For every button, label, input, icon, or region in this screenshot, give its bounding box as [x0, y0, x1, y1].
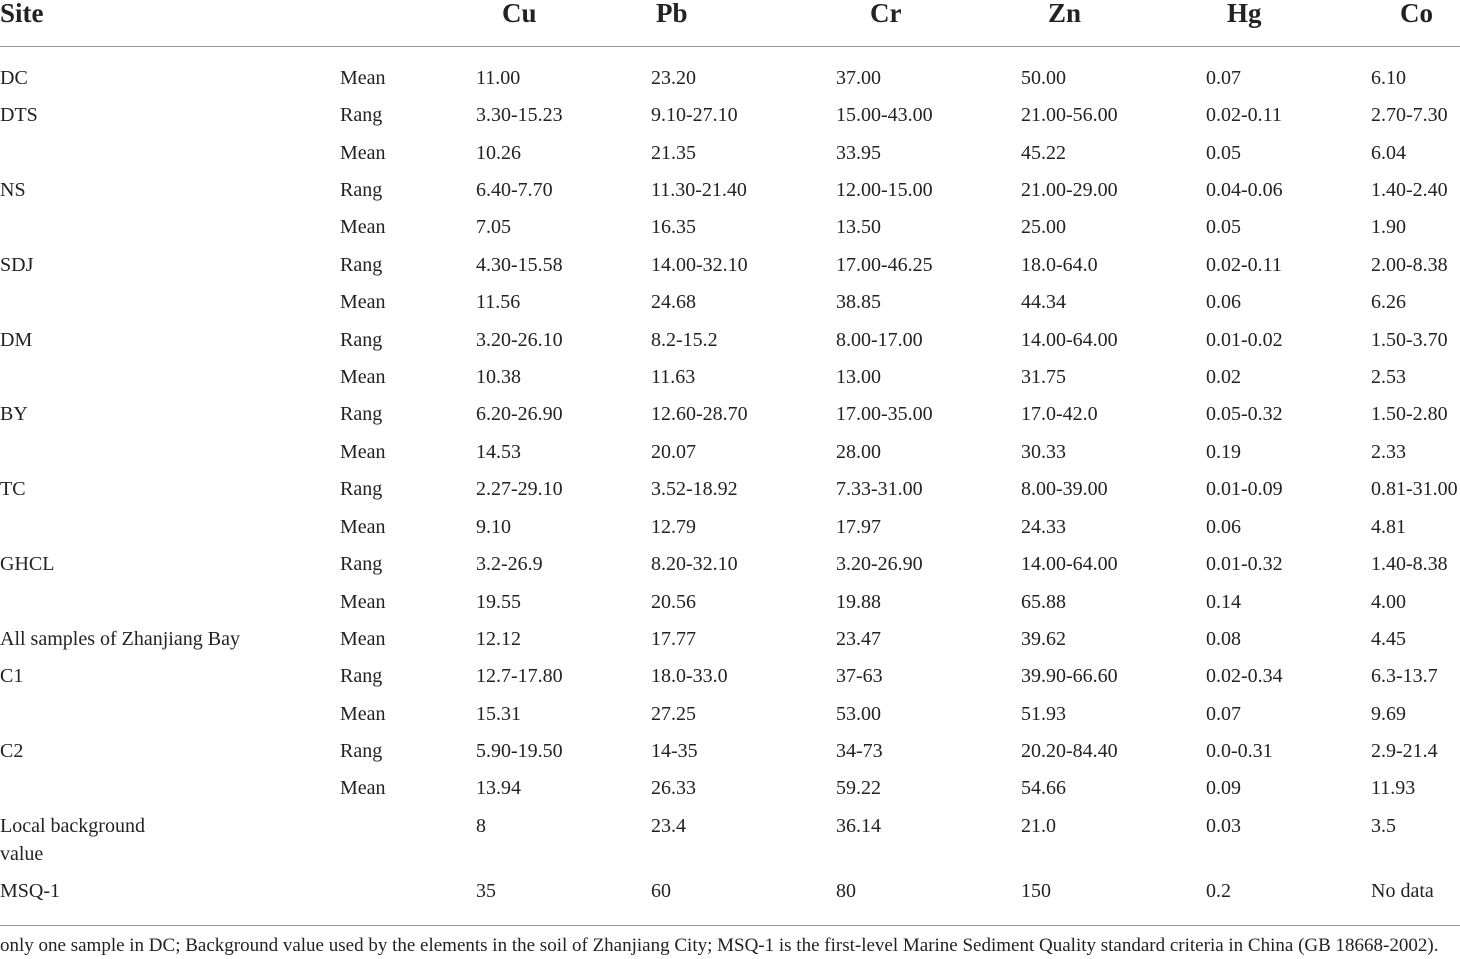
cell-hg: 0.01-0.02	[1206, 329, 1283, 351]
cell-cr: 37.00	[836, 67, 881, 89]
cell-co: 0.81-31.00	[1371, 478, 1458, 500]
cell-stat: Rang	[340, 740, 383, 762]
cell-pb: 14-35	[651, 740, 698, 762]
table-row	[0, 64, 1460, 101]
cell-site: DC	[0, 67, 28, 89]
cell-pb: 20.56	[651, 591, 696, 613]
cell-stat: Mean	[340, 703, 386, 725]
cell-hg: 0.06	[1206, 291, 1241, 313]
cell-co: 2.9-21.4	[1371, 740, 1438, 762]
cell-pb: 24.68	[651, 291, 696, 313]
table-row	[0, 363, 1460, 400]
cell-cu: 3.2-26.9	[476, 553, 543, 575]
cell-site: GHCL	[0, 553, 55, 575]
cell-pb: 27.25	[651, 703, 696, 725]
cell-co: No data	[1371, 880, 1434, 902]
cell-stat: Mean	[340, 366, 386, 388]
cell-co: 6.3-13.7	[1371, 665, 1438, 687]
cell-site: NS	[0, 179, 26, 201]
cell-zn: 30.33	[1021, 441, 1066, 463]
header-co: Co	[1400, 0, 1433, 28]
cell-cu: 12.12	[476, 628, 521, 650]
cell-co: 4.00	[1371, 591, 1406, 613]
cell-hg: 0.05	[1206, 216, 1241, 238]
cell-cr: 37-63	[836, 665, 883, 687]
table-row	[0, 400, 1460, 437]
cell-pb: 23.20	[651, 67, 696, 89]
cell-cu: 12.7-17.80	[476, 665, 563, 687]
cell-cr: 53.00	[836, 703, 881, 725]
header-cu: Cu	[502, 0, 537, 28]
cell-hg: 0.08	[1206, 628, 1241, 650]
cell-stat: Rang	[340, 665, 383, 687]
cell-hg: 0.07	[1206, 703, 1241, 725]
cell-zn: 21.0	[1021, 815, 1056, 837]
cell-cu: 5.90-19.50	[476, 740, 563, 762]
cell-cr: 13.00	[836, 366, 881, 388]
header-pb: Pb	[656, 0, 688, 28]
table-row	[0, 513, 1460, 550]
table-row	[0, 662, 1460, 699]
cell-site: All samples of Zhanjiang Bay	[0, 628, 240, 650]
cell-cr: 38.85	[836, 291, 881, 313]
cell-site: C1	[0, 665, 24, 687]
cell-hg: 0.01-0.32	[1206, 553, 1283, 575]
cell-cu: 8	[476, 815, 486, 837]
table-footnote: only one sample in DC; Background value used by the elements in the soil of Zhanjiang City; MSQ-1 is the first-level Marine Sediment Quality standard criteria in China (GB 18668-2002).	[0, 935, 1439, 956]
cell-stat: Mean	[340, 516, 386, 538]
cell-zn: 31.75	[1021, 366, 1066, 388]
cell-pb: 16.35	[651, 216, 696, 238]
cell-co: 9.69	[1371, 703, 1406, 725]
cell-cr: 28.00	[836, 441, 881, 463]
cell-pb: 17.77	[651, 628, 696, 650]
cell-pb: 8.2-15.2	[651, 329, 718, 351]
cell-co: 2.00-8.38	[1371, 254, 1448, 276]
cell-site: SDJ	[0, 254, 34, 276]
cell-hg: 0.2	[1206, 880, 1231, 902]
cell-co: 1.50-3.70	[1371, 329, 1448, 351]
cell-zn: 18.0-64.0	[1021, 254, 1098, 276]
header-hg: Hg	[1227, 0, 1262, 28]
cell-zn: 20.20-84.40	[1021, 740, 1118, 762]
cell-cu: 7.05	[476, 216, 511, 238]
cell-co: 2.53	[1371, 366, 1406, 388]
cell-stat: Rang	[340, 254, 383, 276]
cell-pb: 11.63	[651, 366, 696, 388]
table-row	[0, 700, 1460, 737]
cell-stat: Mean	[340, 67, 386, 89]
cell-zn: 54.66	[1021, 777, 1066, 799]
cell-cr: 8.00-17.00	[836, 329, 923, 351]
cell-cr: 7.33-31.00	[836, 478, 923, 500]
cell-zn: 51.93	[1021, 703, 1066, 725]
cell-cu: 11.56	[476, 291, 521, 313]
cell-cr: 59.22	[836, 777, 881, 799]
cell-cu: 13.94	[476, 777, 521, 799]
table-row	[0, 475, 1460, 512]
cell-zn: 21.00-29.00	[1021, 179, 1118, 201]
cell-cu: 19.55	[476, 591, 521, 613]
cell-hg: 0.06	[1206, 516, 1241, 538]
cell-co: 1.40-2.40	[1371, 179, 1448, 201]
cell-hg: 0.03	[1206, 815, 1241, 837]
cell-zn: 8.00-39.00	[1021, 478, 1108, 500]
cell-stat: Mean	[340, 777, 386, 799]
cell-zn: 65.88	[1021, 591, 1066, 613]
cell-stat: Rang	[340, 329, 383, 351]
cell-cu: 3.20-26.10	[476, 329, 563, 351]
cell-hg: 0.0-0.31	[1206, 740, 1273, 762]
cell-co: 2.70-7.30	[1371, 104, 1448, 126]
cell-pb: 21.35	[651, 142, 696, 164]
table-row	[0, 625, 1460, 662]
cell-zn: 50.00	[1021, 67, 1066, 89]
cell-co: 6.10	[1371, 67, 1406, 89]
cell-co: 6.04	[1371, 142, 1406, 164]
table-row	[0, 176, 1460, 213]
table-row	[0, 326, 1460, 363]
cell-pb: 8.20-32.10	[651, 553, 738, 575]
cell-stat: Mean	[340, 591, 386, 613]
cell-zn: 44.34	[1021, 291, 1066, 313]
cell-co: 1.50-2.80	[1371, 403, 1448, 425]
cell-co: 4.45	[1371, 628, 1406, 650]
cell-hg: 0.05	[1206, 142, 1241, 164]
table-row	[0, 737, 1460, 774]
cell-cu: 15.31	[476, 703, 521, 725]
cell-cu: 9.10	[476, 516, 511, 538]
cell-co: 3.5	[1371, 815, 1396, 837]
cell-hg: 0.04-0.06	[1206, 179, 1283, 201]
table-row	[0, 812, 1460, 865]
cell-cr: 13.50	[836, 216, 881, 238]
cell-pb: 14.00-32.10	[651, 254, 748, 276]
cell-cu: 2.27-29.10	[476, 478, 563, 500]
cell-stat: Rang	[340, 104, 383, 126]
cell-cu: 6.40-7.70	[476, 179, 553, 201]
cell-cr: 3.20-26.90	[836, 553, 923, 575]
cell-co: 1.90	[1371, 216, 1406, 238]
cell-pb: 23.4	[651, 815, 686, 837]
cell-co: 6.26	[1371, 291, 1406, 313]
cell-zn: 14.00-64.00	[1021, 329, 1118, 351]
cell-zn: 17.0-42.0	[1021, 403, 1098, 425]
cell-pb: 12.60-28.70	[651, 403, 748, 425]
cell-cu: 11.00	[476, 67, 521, 89]
cell-site: Local background value	[0, 815, 145, 865]
cell-cr: 36.14	[836, 815, 881, 837]
cell-hg: 0.02	[1206, 366, 1241, 388]
cell-pb: 26.33	[651, 777, 696, 799]
cell-cu: 4.30-15.58	[476, 254, 563, 276]
cell-zn: 21.00-56.00	[1021, 104, 1118, 126]
cell-cr: 33.95	[836, 142, 881, 164]
cell-stat: Mean	[340, 441, 386, 463]
cell-cu: 3.30-15.23	[476, 104, 563, 126]
cell-site: C2	[0, 740, 24, 762]
cell-stat: Mean	[340, 628, 386, 650]
cell-zn: 25.00	[1021, 216, 1066, 238]
table-row	[0, 251, 1460, 288]
cell-site: DM	[0, 329, 33, 351]
cell-hg: 0.14	[1206, 591, 1241, 613]
cell-stat: Rang	[340, 478, 383, 500]
cell-hg: 0.02-0.11	[1206, 104, 1282, 126]
table-row	[0, 877, 1460, 914]
table-row	[0, 438, 1460, 475]
cell-cu: 14.53	[476, 441, 521, 463]
header-site: Site	[0, 0, 44, 28]
table-row	[0, 213, 1460, 250]
cell-cr: 34-73	[836, 740, 883, 762]
cell-stat: Rang	[340, 403, 383, 425]
cell-pb: 12.79	[651, 516, 696, 538]
cell-hg: 0.07	[1206, 67, 1241, 89]
cell-cr: 23.47	[836, 628, 881, 650]
table-row	[0, 139, 1460, 176]
table-row	[0, 550, 1460, 587]
cell-co: 2.33	[1371, 441, 1406, 463]
cell-site: DTS	[0, 104, 38, 126]
cell-cu: 10.26	[476, 142, 521, 164]
cell-hg: 0.01-0.09	[1206, 478, 1283, 500]
cell-zn: 39.62	[1021, 628, 1066, 650]
cell-cr: 17.00-35.00	[836, 403, 933, 425]
cell-pb: 3.52-18.92	[651, 478, 738, 500]
cell-site: MSQ-1	[0, 880, 61, 902]
header-cr: Cr	[870, 0, 902, 28]
cell-cr: 17.00-46.25	[836, 254, 933, 276]
table-header-row	[0, 0, 1460, 47]
cell-pb: 9.10-27.10	[651, 104, 738, 126]
cell-zn: 24.33	[1021, 516, 1066, 538]
cell-pb: 60	[651, 880, 671, 902]
cell-cr: 19.88	[836, 591, 881, 613]
cell-cr: 17.97	[836, 516, 881, 538]
cell-hg: 0.05-0.32	[1206, 403, 1283, 425]
table-row	[0, 101, 1460, 138]
cell-stat: Mean	[340, 216, 386, 238]
cell-cu: 6.20-26.90	[476, 403, 563, 425]
cell-stat: Mean	[340, 142, 386, 164]
cell-zn: 45.22	[1021, 142, 1066, 164]
cell-cu: 35	[476, 880, 496, 902]
cell-co: 11.93	[1371, 777, 1416, 799]
table-row	[0, 288, 1460, 325]
cell-co: 4.81	[1371, 516, 1406, 538]
cell-cu: 10.38	[476, 366, 521, 388]
cell-cr: 12.00-15.00	[836, 179, 933, 201]
cell-hg: 0.09	[1206, 777, 1241, 799]
table-bottom-rule	[0, 925, 1460, 926]
table-row	[0, 774, 1460, 811]
cell-cr: 15.00-43.00	[836, 104, 933, 126]
cell-site: TC	[0, 478, 26, 500]
cell-pb: 11.30-21.40	[651, 179, 747, 201]
cell-pb: 18.0-33.0	[651, 665, 728, 687]
cell-stat: Rang	[340, 553, 383, 575]
cell-pb: 20.07	[651, 441, 696, 463]
cell-cr: 80	[836, 880, 856, 902]
cell-hg: 0.02-0.34	[1206, 665, 1283, 687]
header-zn: Zn	[1048, 0, 1082, 28]
cell-zn: 14.00-64.00	[1021, 553, 1118, 575]
cell-site: BY	[0, 403, 28, 425]
cell-hg: 0.02-0.11	[1206, 254, 1282, 276]
cell-hg: 0.19	[1206, 441, 1241, 463]
cell-co: 1.40-8.38	[1371, 553, 1448, 575]
table-row	[0, 588, 1460, 625]
cell-zn: 150	[1021, 880, 1051, 902]
cell-stat: Rang	[340, 179, 383, 201]
cell-stat: Mean	[340, 291, 386, 313]
cell-zn: 39.90-66.60	[1021, 665, 1118, 687]
